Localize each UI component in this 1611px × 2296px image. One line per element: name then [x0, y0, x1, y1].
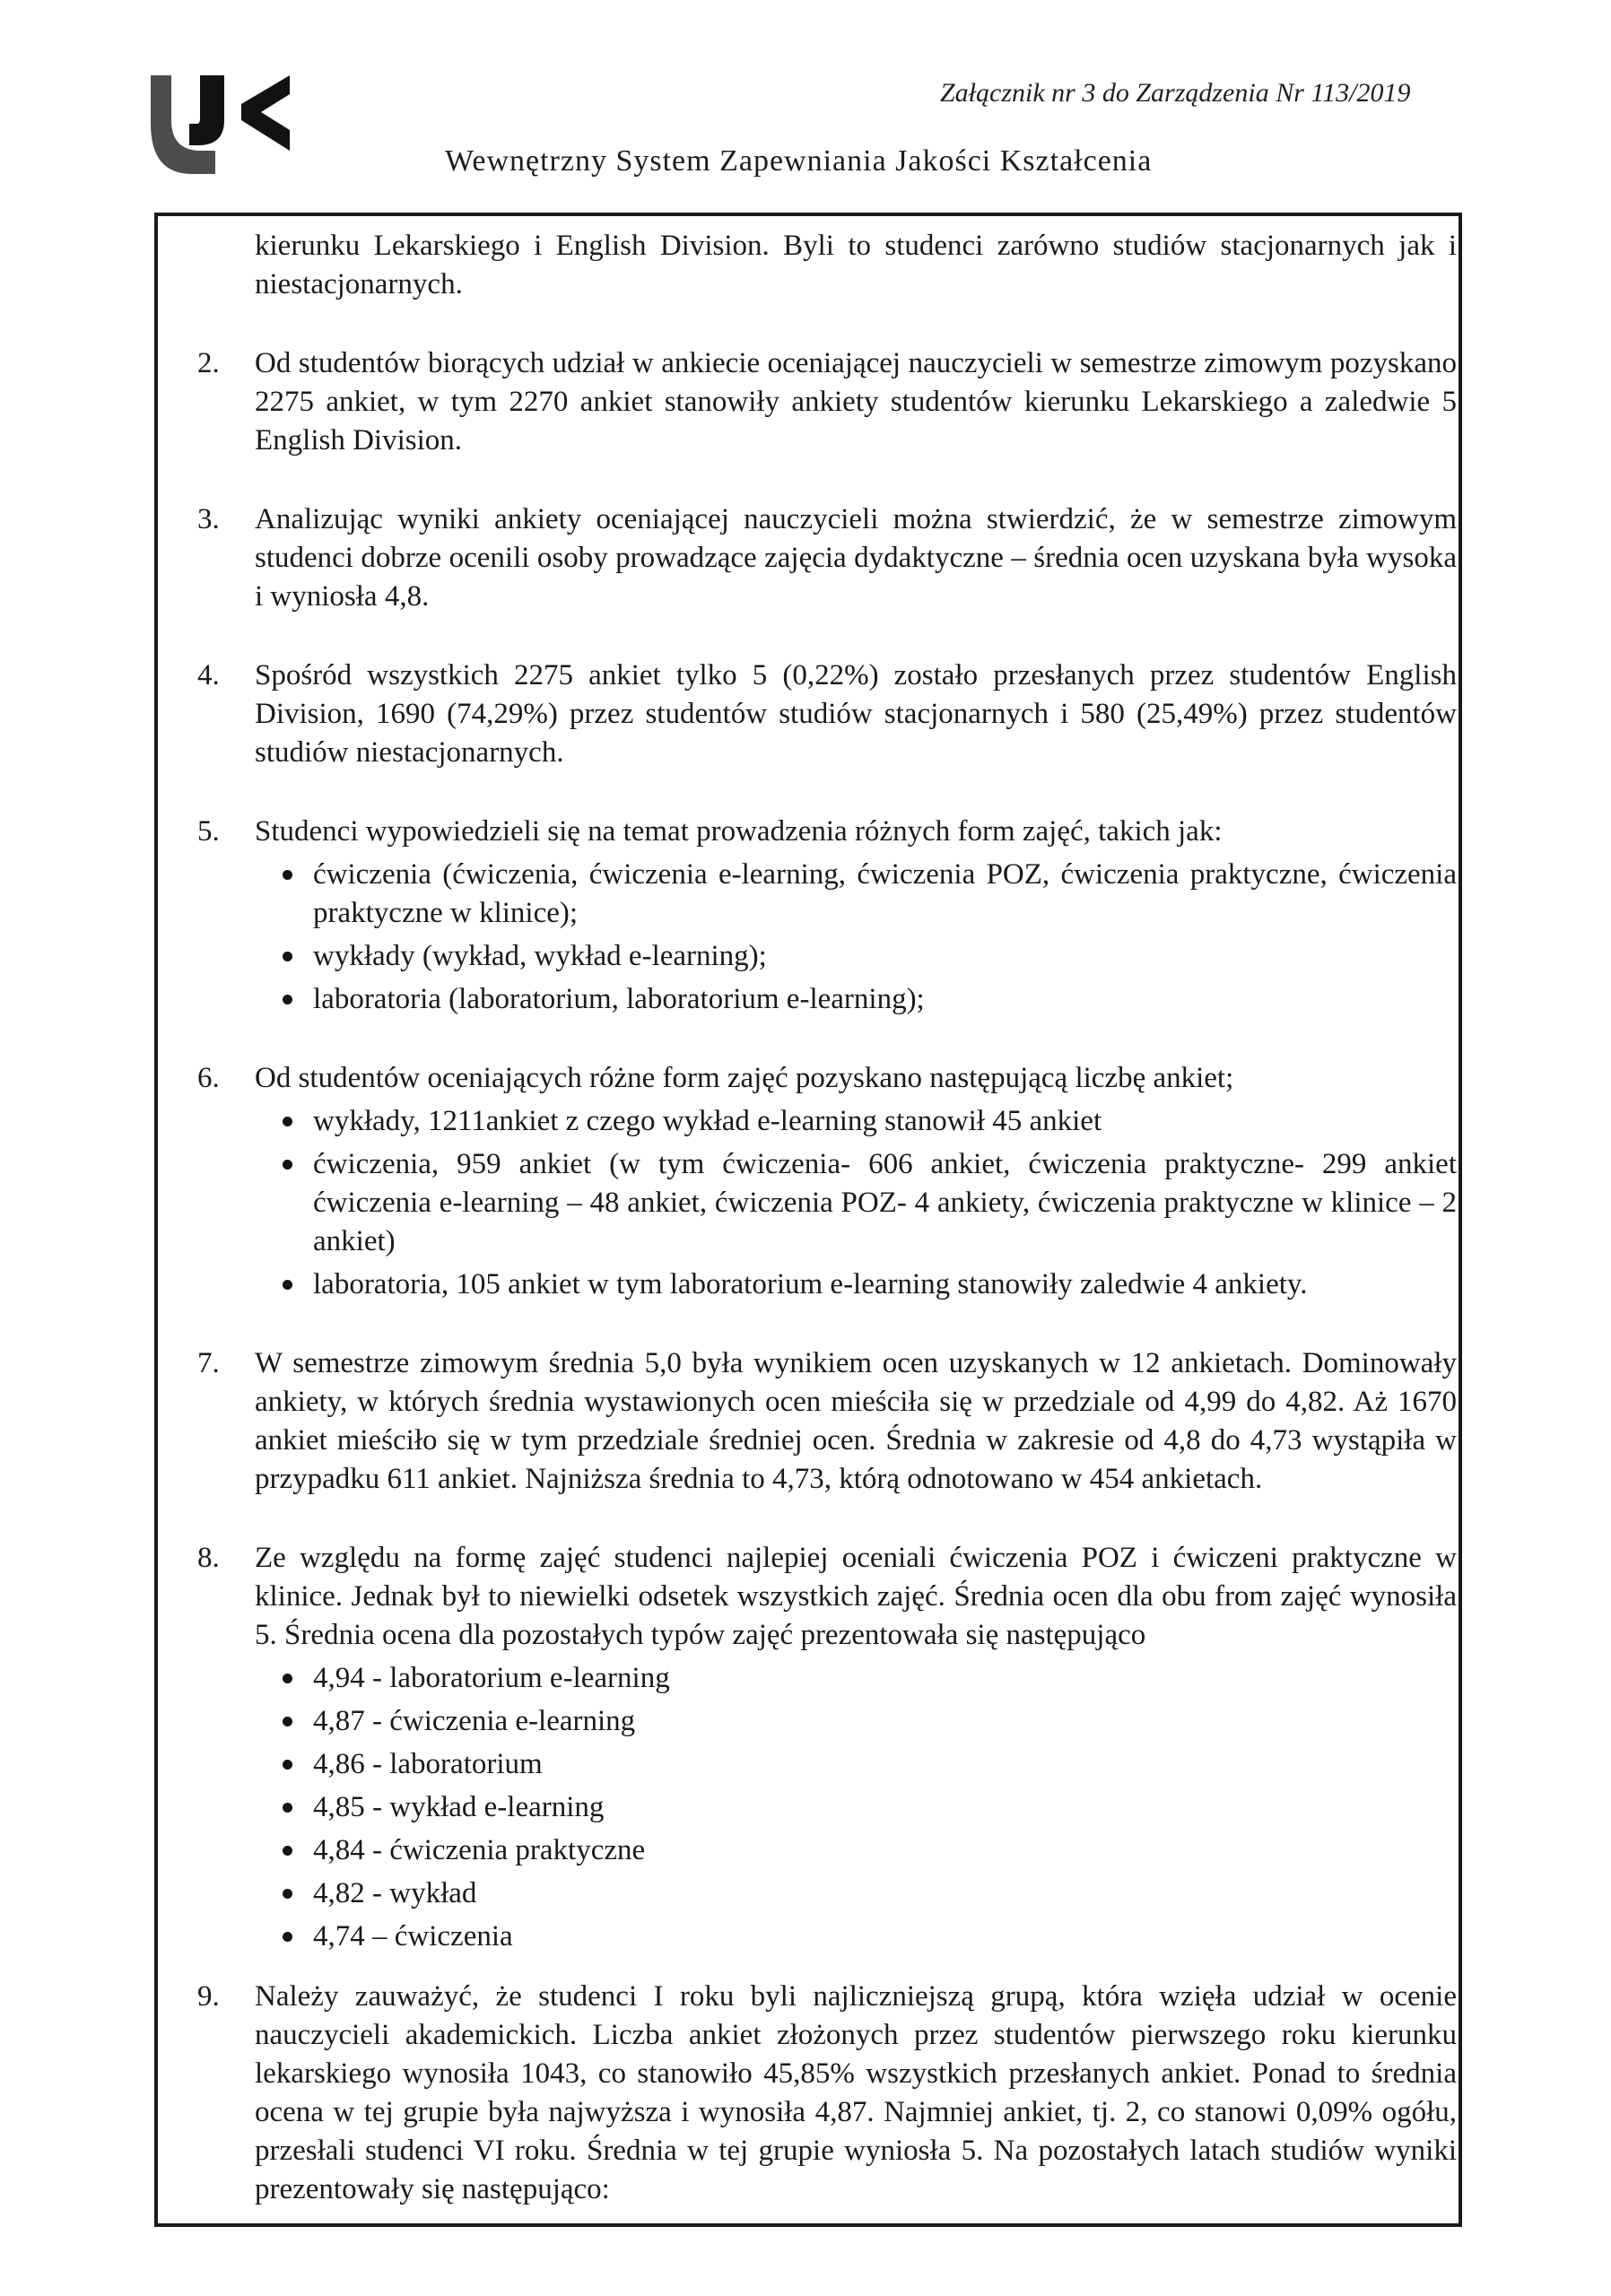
item-text: Spośród wszystkich 2275 ankiet tylko 5 (0,22%) zostało przesłanych przez studentów English Division, 1690 (74,29%) przez studentów studiów stacjonarnych i 580 (25,49%) przez studentów studiów niestacjonarnych.	[255, 659, 1457, 769]
item-text: Od studentów biorących udział w ankiecie oceniającej nauczycieli w semestrze zimowym pozyskano 2275 ankiet, w tym 2270 ankiet stanowiły ankiety studentów kierunku Lekarskiego a zaledwie 5 English Division.	[255, 347, 1457, 457]
bullet-item: ćwiczenia (ćwiczenia, ćwiczenia e-learning, ćwiczenia POZ, ćwiczenia praktyczne, ćwiczenia praktyczne w klinice);	[255, 856, 1457, 933]
numbered-item-9	[197, 1978, 1457, 2209]
bullet-item: 4,86 - laboratorium	[255, 1745, 1457, 1784]
bullet-item: 4,74 – ćwiczenia	[255, 1918, 1457, 1956]
item-number: 3.	[197, 503, 220, 535]
bullet-item: wykłady, 1211ankiet z czego wykład e-learning stanowił 45 ankiet	[255, 1102, 1457, 1141]
item-text: Ze względu na formę zajęć studenci najlepiej oceniali ćwiczenia POZ i ćwiczeni praktyczne w klinice. Jednak był to niewielki odsetek wszystkich zajęć. Średnia ocen dla obu from zajęć wynosiła 5. Średnia ocena dla pozostałych typów zajęć prezentowała się następująco	[255, 1542, 1457, 1651]
bullet-list	[255, 856, 1457, 1019]
bullet-item: 4,94 - laboratorium e-learning	[255, 1659, 1457, 1698]
intro-paragraph: kierunku Lekarskiego i English Division. Byli to studenci zarówno studiów stacjonarnych jak i niestacjonarnych.	[255, 230, 1457, 300]
item-number: 5.	[197, 815, 220, 848]
bullet-item: 4,85 - wykład e-learning	[255, 1788, 1457, 1827]
bullet-item: 4,87 - ćwiczenia e-learning	[255, 1702, 1457, 1741]
item-text: W semestrze zimowym średnia 5,0 była wynikiem ocen uzyskanych w 12 ankietach. Dominowały ankiety, w których średnia wystawionych ocen mieściła się w przedziale od 4,99 do 4,82. Aż 1670 ankiet mieściło się w tym przedziale średniej ocen. Średnia w zakresie od 4,8 do 4,73 wystąpiła w przypadku 611 ankiet. Najniższa średnia to 4,73, którą odnotowano w 454 ankietach.	[255, 1347, 1457, 1495]
content	[158, 216, 1459, 2209]
item-text: Analizując wyniki ankiety oceniającej nauczycieli można stwierdzić, że w semestrze zimowym studenci dobrze ocenili osoby prowadzące zajęcia dydaktyczne – średnia ocen uzyskana była wysoka i wyniosła 4,8.	[255, 503, 1457, 613]
item-text: Od studentów oceniających różne form zajęć pozyskano następującą liczbę ankiet;	[255, 1062, 1234, 1094]
item-number: 2.	[197, 347, 220, 379]
item-number: 6.	[197, 1062, 220, 1094]
bullet-item: ćwiczenia, 959 ankiet (w tym ćwiczenia- 606 ankiet, ćwiczenia praktyczne- 299 ankiet ćwiczenia e-learning – 48 ankiet, ćwiczenia POZ- 4 ankiety, ćwiczenia praktyczne w klinice – 2 ankiet)	[255, 1145, 1457, 1261]
bullet-list	[255, 1659, 1457, 1956]
bullet-list	[255, 1102, 1457, 1304]
numbered-item-8	[197, 1539, 1457, 1956]
bullet-item: 4,84 - ćwiczenia praktyczne	[255, 1831, 1457, 1870]
item-number: 8.	[197, 1542, 220, 1574]
bullet-item: laboratoria, 105 ankiet w tym laboratorium e-learning stanowiły zaledwie 4 ankiety.	[255, 1265, 1457, 1304]
bullet-item: wykłady (wykład, wykład e-learning);	[255, 937, 1457, 976]
item-text: Należy zauważyć, że studenci I roku byli najliczniejszą grupą, która wzięła udział w ocenie nauczycieli akademickich. Liczba ankiet złożonych przez studentów pierwszego roku kierunku lekarskiego wynosiła 1043, co stanowiło 45,85% wszystkich przesłanych ankiet. Ponad to średnia ocena w tej grupie była najwyższa i wynosiła 4,87. Najmniej ankiet, tj. 2, co stanowi 0,09% ogółu, przesłali studenci VI roku. Średnia w tej grupie wyniosła 5. Na pozostałych latach studiów wyniki prezentowały się następująco:	[255, 1980, 1457, 2205]
content-box	[154, 213, 1462, 2227]
numbered-item-6	[197, 1059, 1457, 1304]
ujk-logo-icon	[151, 74, 294, 181]
item-text: Studenci wypowiedzieli się na temat prowadzenia różnych form zajęć, takich jak:	[255, 815, 1223, 848]
bullet-item: laboratoria (laboratorium, laboratorium e-learning);	[255, 980, 1457, 1019]
item-number: 4.	[197, 659, 220, 691]
attachment-note: Załącznik nr 3 do Zarządzenia Nr 113/2019	[940, 78, 1411, 108]
numbered-item-4	[197, 657, 1457, 772]
numbered-item-2	[197, 344, 1457, 460]
bullet-item: 4,82 - wykład	[255, 1874, 1457, 1913]
item-number: 7.	[197, 1347, 220, 1379]
numbered-item-3	[197, 500, 1457, 616]
document-subtitle: Wewnętrzny System Zapewniania Jakości Kształcenia	[445, 144, 1153, 178]
item-number: 9.	[197, 1980, 220, 2013]
numbered-item-7	[197, 1344, 1457, 1499]
numbered-item-5	[197, 813, 1457, 1019]
